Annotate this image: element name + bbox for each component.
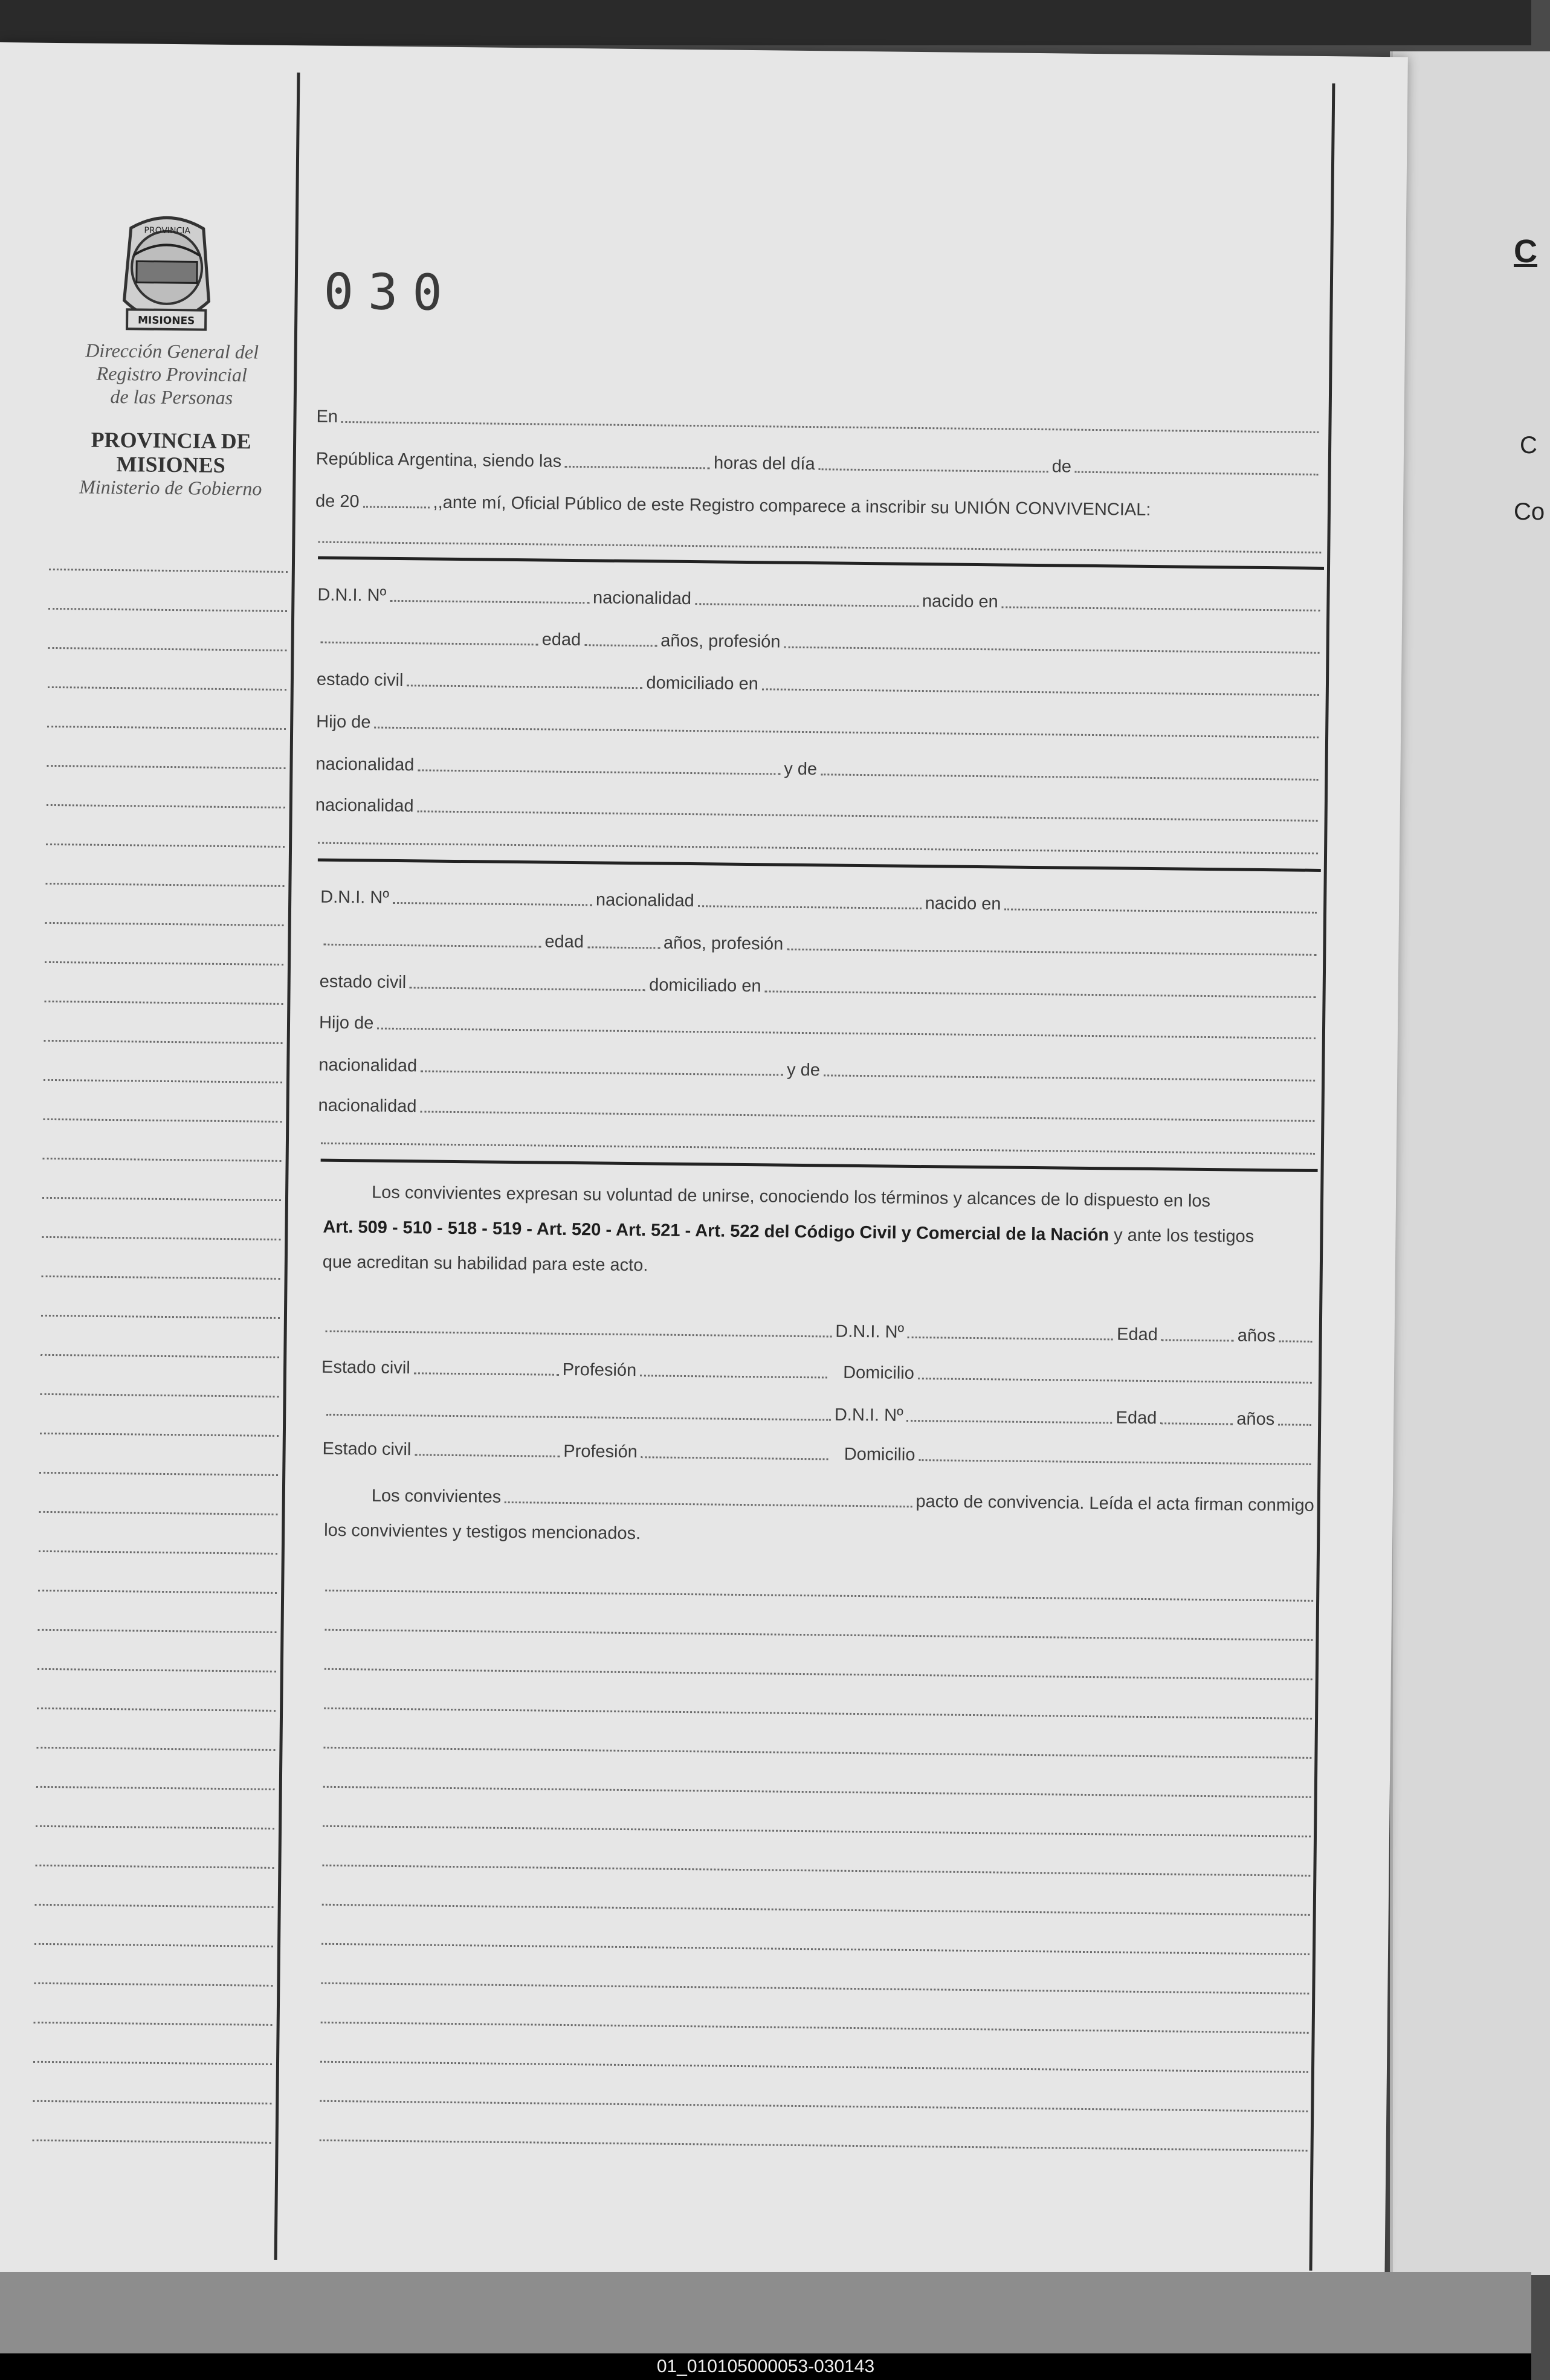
label-y-de: y de bbox=[784, 759, 818, 779]
margin-line bbox=[34, 1943, 273, 1947]
fill-line bbox=[420, 1111, 1314, 1121]
province-line-1: PROVINCIA DE bbox=[91, 427, 251, 454]
closing-row-2 bbox=[324, 1513, 1314, 1551]
fill-line bbox=[323, 944, 541, 948]
fill-line bbox=[323, 1786, 1311, 1798]
margin-line bbox=[39, 1550, 277, 1555]
fill-line bbox=[323, 1825, 1311, 1837]
fill-line bbox=[907, 1420, 1112, 1424]
person1-row-edad bbox=[317, 620, 1323, 658]
margin-line bbox=[45, 961, 283, 966]
margin-line bbox=[37, 1629, 276, 1633]
label-pacto: pacto de convivencia. Leída el acta firman conmigo bbox=[915, 1492, 1314, 1515]
margin-line bbox=[42, 1275, 280, 1280]
label-nacionalidad: nacionalidad bbox=[595, 890, 694, 911]
fill-line bbox=[640, 1375, 827, 1378]
label-domiciliado-en: domiciliado en bbox=[649, 975, 761, 996]
declaration-line-3: que acreditan su habilidad para este acto. bbox=[322, 1252, 648, 1275]
margin-line bbox=[46, 843, 285, 848]
fill-line bbox=[787, 949, 1316, 956]
label-hijo-de: Hijo de bbox=[316, 712, 371, 732]
margin-line bbox=[48, 686, 286, 691]
label-nacido-en: nacido en bbox=[922, 592, 998, 612]
fill-line bbox=[824, 1074, 1315, 1082]
fill-line bbox=[326, 1330, 832, 1338]
folio-number: 030 bbox=[323, 263, 457, 322]
margin-line bbox=[44, 1001, 283, 1005]
fill-line bbox=[421, 1070, 783, 1076]
fill-line bbox=[321, 2022, 1309, 2034]
fill-line bbox=[323, 1747, 1311, 1759]
label-dni: D.N.I. Nº bbox=[835, 1321, 905, 1342]
label-dni: D.N.I. Nº bbox=[317, 585, 387, 605]
fill-line bbox=[698, 905, 922, 909]
declaration-line-2-tail: y ante los testigos bbox=[1108, 1225, 1255, 1246]
adjacent-page-fragment: C bbox=[1520, 432, 1537, 459]
label-ante-mi: ,,ante mí, Oficial Público de este Registro comparece a inscribir su UNIÓN CONVIVENCIAL: bbox=[433, 492, 1151, 520]
institution-line-2: Registro Provincial bbox=[96, 362, 248, 386]
label-domicilio: Domicilio bbox=[843, 1363, 915, 1383]
fill-line bbox=[320, 2140, 1308, 2152]
label-de: de bbox=[1051, 457, 1072, 477]
person2-row-dni bbox=[320, 880, 1320, 918]
label-estado-civil: Estado civil bbox=[322, 1439, 412, 1460]
witness2-row-estado bbox=[322, 1431, 1314, 1469]
fill-line bbox=[325, 1590, 1313, 1602]
fill-line bbox=[322, 1904, 1310, 1916]
label-nacionalidad: nacionalidad bbox=[592, 588, 692, 609]
margin-line bbox=[41, 1315, 280, 1319]
margin-line bbox=[37, 1708, 276, 1712]
fill-line bbox=[819, 468, 1048, 472]
header-row-republica bbox=[316, 442, 1322, 480]
ministry-line: Ministerio de Gobierno bbox=[79, 476, 262, 500]
person1-row-hijo bbox=[316, 705, 1322, 743]
section-separator bbox=[321, 1159, 1318, 1172]
fill-line bbox=[418, 810, 1318, 822]
label-nacionalidad: nacionalidad bbox=[315, 754, 415, 775]
person1-row-nac1 bbox=[315, 747, 1322, 785]
fill-line bbox=[324, 1708, 1312, 1720]
fill-line bbox=[587, 946, 660, 949]
registry-form-page bbox=[0, 42, 1408, 2286]
fill-line bbox=[325, 1668, 1313, 1680]
label-nacionalidad: nacionalidad bbox=[318, 1055, 418, 1076]
declaration-line-1: Los convivientes expresan su voluntad de unirse, conociendo los términos y alcances de lo dispuesto en los bbox=[371, 1182, 1211, 1211]
person2-row-estado bbox=[320, 964, 1320, 1002]
closing-row bbox=[323, 1478, 1314, 1516]
fill-line bbox=[341, 421, 1319, 433]
fill-line bbox=[919, 1459, 1311, 1465]
margin-line bbox=[47, 726, 286, 730]
institution-line-3: de las Personas bbox=[110, 385, 233, 409]
fill-line bbox=[377, 1028, 1316, 1039]
witness1-row-estado bbox=[321, 1350, 1316, 1388]
fill-line bbox=[390, 600, 589, 604]
margin-line bbox=[37, 1668, 276, 1672]
label-y-de: y de bbox=[786, 1060, 821, 1080]
person2-row-nac2 bbox=[318, 1088, 1318, 1126]
fill-line bbox=[407, 685, 642, 689]
label-horas: horas del día bbox=[713, 453, 815, 474]
label-dni: D.N.I. Nº bbox=[834, 1405, 903, 1425]
label-edad: edad bbox=[544, 932, 584, 952]
label-profesion: Profesión bbox=[562, 1359, 637, 1381]
label-estado-civil: estado civil bbox=[316, 669, 404, 691]
fill-line bbox=[1160, 1422, 1233, 1425]
margin-line bbox=[35, 1865, 274, 1869]
fill-line bbox=[321, 1982, 1309, 1995]
witness1-row-dni bbox=[322, 1309, 1316, 1347]
fill-line bbox=[762, 688, 1319, 696]
person1-row-estado bbox=[317, 662, 1323, 700]
label-en: En bbox=[316, 407, 338, 427]
margin-line bbox=[34, 2022, 273, 2026]
legal-articles-reference: Art. 509 - 510 - 518 - 519 - Art. 520 - Art. 521 - Art. 522 del Código Civil y Comercial de la Nación bbox=[323, 1217, 1109, 1245]
label-nacionalidad: nacionalidad bbox=[318, 1095, 417, 1117]
fill-line bbox=[322, 1865, 1310, 1877]
margin-line bbox=[43, 1118, 282, 1123]
fill-line bbox=[505, 1501, 912, 1508]
adjacent-page-fragment: C bbox=[1514, 233, 1537, 269]
label-anios: años bbox=[1236, 1409, 1275, 1430]
label-anios-profesion: años, profesión bbox=[663, 933, 784, 954]
margin-line bbox=[36, 1786, 275, 1790]
person2-row-nac1 bbox=[318, 1048, 1319, 1086]
fill-line bbox=[363, 506, 430, 508]
label-domiciliado-en: domiciliado en bbox=[646, 673, 758, 694]
fill-line bbox=[325, 1629, 1313, 1641]
label-anios-profesion: años, profesión bbox=[660, 631, 781, 652]
fill-line bbox=[764, 990, 1316, 998]
margin-line bbox=[45, 922, 284, 926]
margin-line bbox=[39, 1472, 278, 1476]
margin-line bbox=[48, 608, 287, 612]
margin-line bbox=[40, 1393, 279, 1398]
label-estado-civil: Estado civil bbox=[321, 1357, 410, 1378]
scan-top-background bbox=[0, 0, 1531, 45]
margin-line bbox=[45, 883, 284, 887]
label-estado-civil: estado civil bbox=[319, 972, 407, 993]
provincial-seal-icon bbox=[112, 210, 222, 344]
fill-line bbox=[318, 842, 1318, 854]
institution-line-1: Dirección General del bbox=[85, 339, 259, 363]
margin-line bbox=[38, 1590, 277, 1594]
label-los-convivientes: Los convivientes bbox=[371, 1486, 502, 1507]
margin-line bbox=[48, 647, 286, 651]
section-separator bbox=[318, 859, 1321, 872]
section-separator bbox=[318, 556, 1324, 570]
seal-bottom-lettering: MISIONES bbox=[137, 314, 195, 327]
fill-line bbox=[1002, 606, 1320, 611]
label-edad: edad bbox=[541, 630, 581, 650]
fill-line bbox=[318, 541, 1321, 553]
margin-line bbox=[35, 1904, 274, 1908]
label-republica: República Argentina, siendo las bbox=[315, 449, 562, 471]
margin-line bbox=[33, 2061, 272, 2065]
label-de20: de 20 bbox=[315, 491, 360, 512]
margin-line bbox=[47, 765, 285, 769]
fill-line bbox=[1278, 1424, 1311, 1426]
fill-line bbox=[415, 1454, 560, 1457]
declaration-paragraph bbox=[323, 1175, 1315, 1290]
margin-line bbox=[40, 1433, 279, 1437]
fill-line bbox=[784, 647, 1319, 654]
label-nacionalidad: nacionalidad bbox=[315, 795, 414, 816]
fill-line bbox=[393, 902, 592, 906]
seal-top-lettering: PROVINCIA bbox=[144, 225, 191, 236]
label-edad: Edad bbox=[1116, 1324, 1158, 1345]
person2-row-edad bbox=[320, 922, 1320, 960]
margin-line bbox=[36, 1825, 274, 1830]
fill-line bbox=[1279, 1340, 1313, 1343]
fill-line bbox=[1161, 1339, 1234, 1341]
header-row-de20 bbox=[315, 484, 1322, 522]
label-dni: D.N.I. Nº bbox=[320, 887, 390, 908]
margin-line bbox=[43, 1158, 282, 1162]
label-edad: Edad bbox=[1116, 1408, 1157, 1428]
fill-line bbox=[821, 773, 1318, 781]
person1-row-nac2 bbox=[315, 788, 1322, 826]
margin-line bbox=[44, 1040, 283, 1044]
fill-line bbox=[908, 1337, 1113, 1341]
person2-row-hijo bbox=[319, 1005, 1319, 1043]
label-domicilio: Domicilio bbox=[844, 1444, 915, 1465]
fill-line bbox=[410, 987, 645, 991]
margin-line bbox=[44, 1079, 282, 1083]
fill-line bbox=[321, 642, 538, 646]
margin-line bbox=[33, 2140, 271, 2144]
margin-line bbox=[47, 804, 285, 808]
label-hijo-de: Hijo de bbox=[318, 1013, 374, 1033]
margin-line bbox=[33, 2100, 271, 2104]
fill-line bbox=[641, 1456, 828, 1460]
fill-line bbox=[320, 2061, 1308, 2073]
person1-row-dni bbox=[317, 578, 1323, 616]
scan-caption: 01_010105000053-030143 bbox=[0, 2353, 1531, 2380]
header-row-en bbox=[316, 399, 1322, 437]
fill-line bbox=[321, 1143, 1315, 1155]
fill-line bbox=[695, 603, 919, 607]
margin-line bbox=[39, 1511, 278, 1515]
fill-line bbox=[320, 2100, 1308, 2112]
margin-line bbox=[42, 1197, 281, 1201]
fill-line bbox=[374, 727, 1319, 738]
margin-line bbox=[40, 1354, 279, 1358]
label-profesion: Profesión bbox=[563, 1441, 638, 1462]
label-closing-tail: los convivientes y testigos mencionados. bbox=[324, 1520, 641, 1544]
witness2-row-dni bbox=[323, 1392, 1315, 1430]
fill-line bbox=[414, 1372, 559, 1376]
fill-line bbox=[326, 1414, 831, 1421]
margin-line bbox=[49, 569, 288, 573]
margin-line bbox=[42, 1236, 280, 1240]
fill-line bbox=[918, 1378, 1312, 1384]
adjacent-page bbox=[1390, 51, 1550, 2275]
scan-bottom-background bbox=[0, 2272, 1531, 2353]
adjacent-page-fragment: Co bbox=[1514, 498, 1545, 525]
label-anios: años bbox=[1237, 1326, 1276, 1346]
label-nacido-en: nacido en bbox=[925, 894, 1001, 914]
province-line-2: MISIONES bbox=[116, 452, 225, 477]
fill-line bbox=[565, 466, 710, 469]
fill-line bbox=[1075, 471, 1319, 476]
fill-line bbox=[1004, 908, 1317, 913]
margin-line bbox=[34, 1982, 273, 1987]
fill-line bbox=[418, 769, 780, 775]
margin-line bbox=[36, 1747, 275, 1751]
fill-line bbox=[584, 644, 657, 647]
fill-line bbox=[321, 1943, 1309, 1955]
